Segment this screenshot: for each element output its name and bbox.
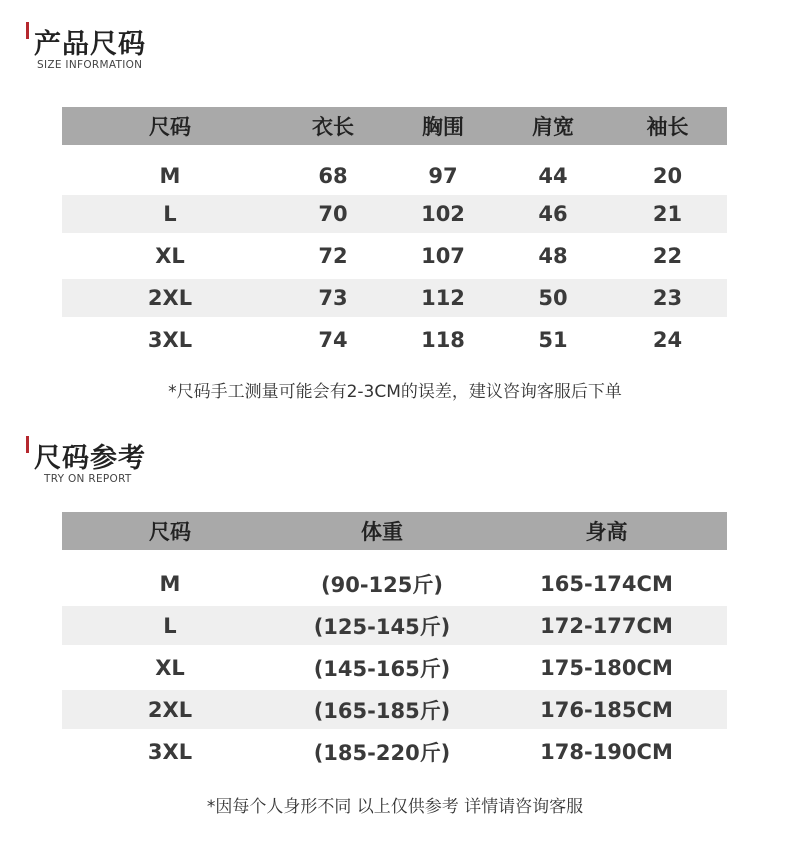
cell-length: 73 [278, 279, 388, 317]
cell-sleeve: 22 [652, 244, 683, 268]
cell-length: 72 [318, 244, 348, 268]
size-table [62, 107, 727, 363]
header-chest: 胸围 [388, 107, 498, 145]
header-size: 尺码 [62, 107, 278, 145]
reference-note: *因每个人身形不同 以上仅供参考 详情请咨询客服 [206, 797, 584, 817]
section-title: 产品尺码 [34, 29, 146, 60]
cell-weight: (145-165斤) [313, 656, 451, 681]
header-length: 衣长 [278, 107, 388, 145]
table-row [62, 729, 727, 774]
cell-shoulder: 46 [498, 195, 608, 233]
cell-size: 3XL [147, 739, 193, 764]
table-row [62, 317, 727, 363]
size-info-header [26, 22, 226, 72]
cell-sleeve: 23 [608, 279, 727, 317]
cell-chest: 118 [421, 328, 465, 352]
table-row [62, 233, 727, 279]
cell-length: 74 [318, 328, 348, 352]
cell-shoulder: 44 [538, 164, 568, 188]
header-size: 尺码 [62, 512, 278, 550]
cell-size: L [62, 606, 278, 645]
accent-bar [26, 436, 29, 453]
table-row [62, 606, 727, 645]
cell-height: 176-185CM [486, 690, 727, 729]
cell-weight: (165-185斤) [278, 690, 486, 729]
cell-size: M [159, 572, 181, 596]
cell-size: XL [155, 655, 185, 680]
table-row [62, 157, 727, 195]
cell-size: XL [155, 244, 185, 268]
cell-height: 165-174CM [540, 572, 673, 596]
header-weight: 体重 [278, 512, 486, 550]
section-subtitle: SIZE INFORMATION [37, 59, 143, 71]
cell-size: M [159, 164, 181, 188]
cell-height: 172-177CM [486, 606, 727, 645]
table-row [62, 195, 727, 233]
cell-shoulder: 50 [498, 279, 608, 317]
cell-weight: (90-125斤) [321, 573, 443, 597]
cell-shoulder: 48 [538, 244, 568, 268]
cell-shoulder: 51 [538, 328, 568, 352]
reference-table [62, 512, 727, 774]
cell-height: 178-190CM [540, 739, 673, 764]
cell-height: 175-180CM [540, 655, 673, 680]
table-row [62, 645, 727, 690]
cell-length: 68 [318, 164, 348, 188]
cell-size: L [62, 195, 278, 233]
cell-chest: 97 [428, 164, 458, 188]
cell-chest: 107 [421, 244, 465, 268]
cell-sleeve: 20 [652, 164, 683, 188]
accent-bar [26, 22, 29, 39]
header-shoulder: 肩宽 [498, 107, 608, 145]
section-subtitle: TRY ON REPORT [44, 473, 132, 485]
try-on-header [26, 436, 226, 486]
header-height: 身高 [486, 512, 727, 550]
cell-size: 3XL [147, 328, 193, 352]
table-row [62, 562, 727, 606]
cell-weight: (185-220斤) [313, 740, 451, 765]
cell-weight: (125-145斤) [278, 606, 486, 645]
cell-chest: 102 [388, 195, 498, 233]
table-header-row [62, 107, 727, 145]
section-title: 尺码参考 [34, 443, 146, 474]
cell-sleeve: 21 [608, 195, 727, 233]
table-row [62, 279, 727, 317]
table-header-row [62, 512, 727, 550]
cell-length: 70 [278, 195, 388, 233]
header-sleeve: 袖长 [608, 107, 727, 145]
cell-sleeve: 24 [652, 328, 683, 352]
cell-chest: 112 [388, 279, 498, 317]
cell-size: 2XL [62, 279, 278, 317]
size-note: *尺码手工测量可能会有2-3CM的误差，建议咨询客服后下单 [168, 382, 622, 402]
table-row [62, 690, 727, 729]
cell-size: 2XL [62, 690, 278, 729]
